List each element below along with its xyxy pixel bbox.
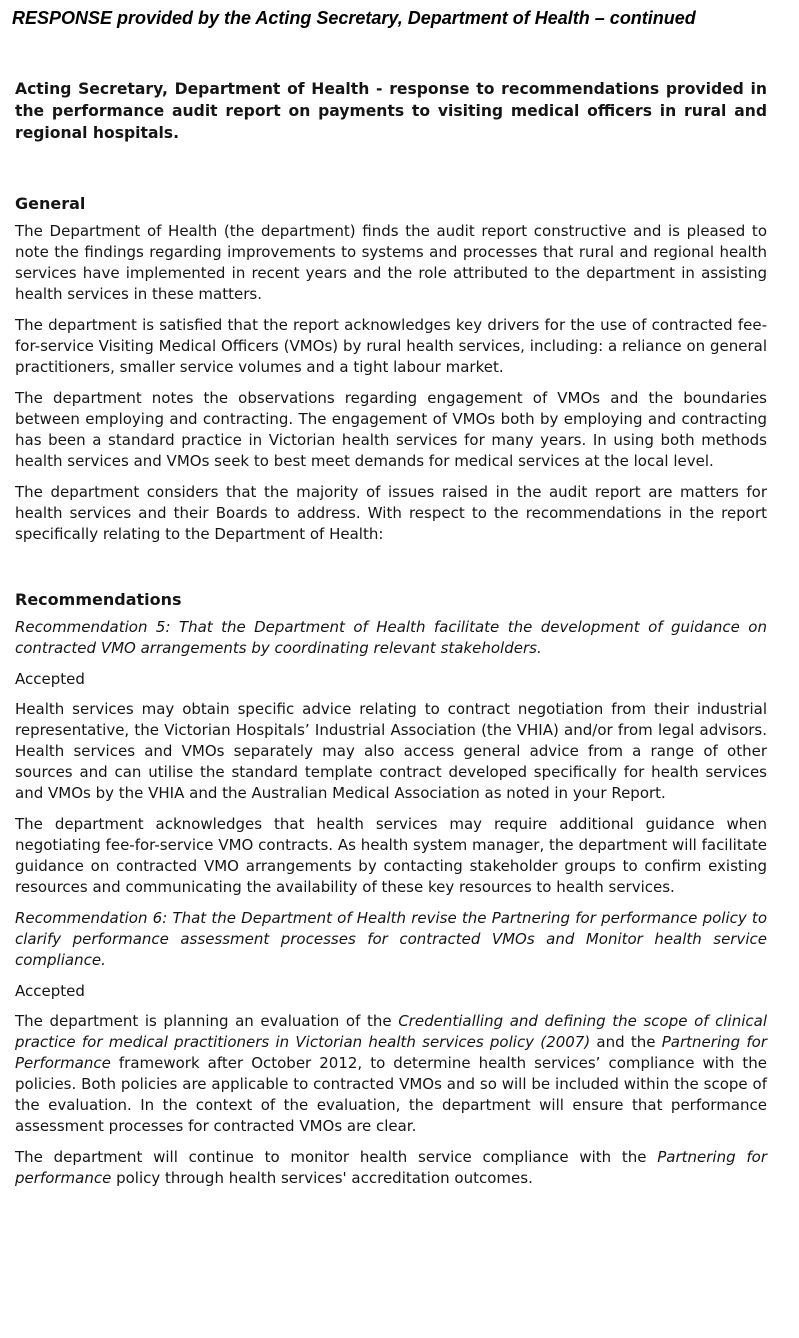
rec6-p2-text-c: policy through health services' accreditation outcomes. xyxy=(111,1169,533,1187)
rec6-p1-text-c: and the xyxy=(590,1033,662,1051)
recommendation-5-status: Accepted xyxy=(15,670,85,688)
rec6-p1-text-e: framework after October 2012, to determine health services’ compliance with the policies. Both policies are applicable to contracted VMOs and so will be included within the scope of the evaluation. In the context of the evaluation, the department will ensure that performance assessment processes for contracted VMOs are clear. xyxy=(15,1054,767,1135)
document-body xyxy=(15,78,767,1199)
recommendations-heading: Recommendations xyxy=(15,590,182,609)
rec6-p2-text-a: The department will continue to monitor health service compliance with the xyxy=(15,1148,658,1166)
credentialling-policy-title: Credentialling and defining the scope of clinical practice for medical practitioners in Victorian health services policy (2007) xyxy=(15,1012,768,1051)
general-paragraph-3: The department notes the observations regarding engagement of VMOs and the boundaries between employing and contracting. The engagement of VMOs both by employing and contracting has been a standard practice in Victorian health services for many years. In using both methods health services and VMOs seek to best meet demands for medical services at the local level. xyxy=(15,389,767,470)
page-header: RESPONSE provided by the Acting Secretary, Department of Health – continued xyxy=(12,8,696,28)
recommendation-5-paragraph-1: Health services may obtain specific advice relating to contract negotiation from their industrial representative, the Victorian Hospitals’ Industrial Association (the VHIA) and/or from legal advisors. Health services and VMOs separately may also access general advice from a range of other sources and can utilise the standard template contract developed specifically for health services and VMOs by the VHIA and the Australian Medical Association as noted in your Report. xyxy=(15,700,767,802)
general-paragraph-4: The department considers that the majority of issues raised in the audit report are matters for health services and their Boards to address. With respect to the recommendations in the report specifically relating to the Department of Health: xyxy=(15,483,767,543)
general-heading: General xyxy=(15,194,86,213)
partnering-framework-title: Partnering for Performance xyxy=(15,1033,767,1072)
general-paragraph-1: The Department of Health (the department) finds the audit report constructive and is pleased to note the findings regarding improvements to systems and processes that rural and regional health services have implemented in recent years and the role attributed to the department in assisting health services in these matters. xyxy=(15,222,767,303)
recommendation-5-paragraph-2: The department acknowledges that health services may require additional guidance when negotiating fee-for-service VMO contracts. As health system manager, the department will facilitate guidance on contracted VMO arrangements by contacting stakeholder groups to confirm existing resources and communicating the availability of these key resources to health services. xyxy=(15,815,767,896)
recommendation-5: Recommendation 5: That the Department of Health facilitate the development of guidance on contracted VMO arrangements by coordinating relevant stakeholders. xyxy=(15,618,767,657)
recommendation-6: Recommendation 6: That the Department of Health revise the Partnering for performance policy to clarify performance assessment processes for contracted VMOs and Monitor health service compliance. xyxy=(15,909,767,969)
rec6-p1-text-a: The department is planning an evaluation of the xyxy=(15,1012,399,1030)
recommendation-6-paragraph-2 xyxy=(15,1147,767,1189)
document-title: Acting Secretary, Department of Health - response to recommendations provided in the performance audit report on payments to visiting medical officers in rural and regional hospitals. xyxy=(15,80,767,142)
recommendation-6-status: Accepted xyxy=(15,982,85,1000)
partnering-policy-title: Partnering for performance xyxy=(15,1148,767,1187)
recommendation-6-paragraph-1 xyxy=(15,1011,767,1137)
general-paragraph-2: The department is satisfied that the report acknowledges key drivers for the use of contracted fee-for-service Visiting Medical Officers (VMOs) by rural health services, including: a reliance on general practitioners, smaller service volumes and a tight labour market. xyxy=(15,316,767,376)
